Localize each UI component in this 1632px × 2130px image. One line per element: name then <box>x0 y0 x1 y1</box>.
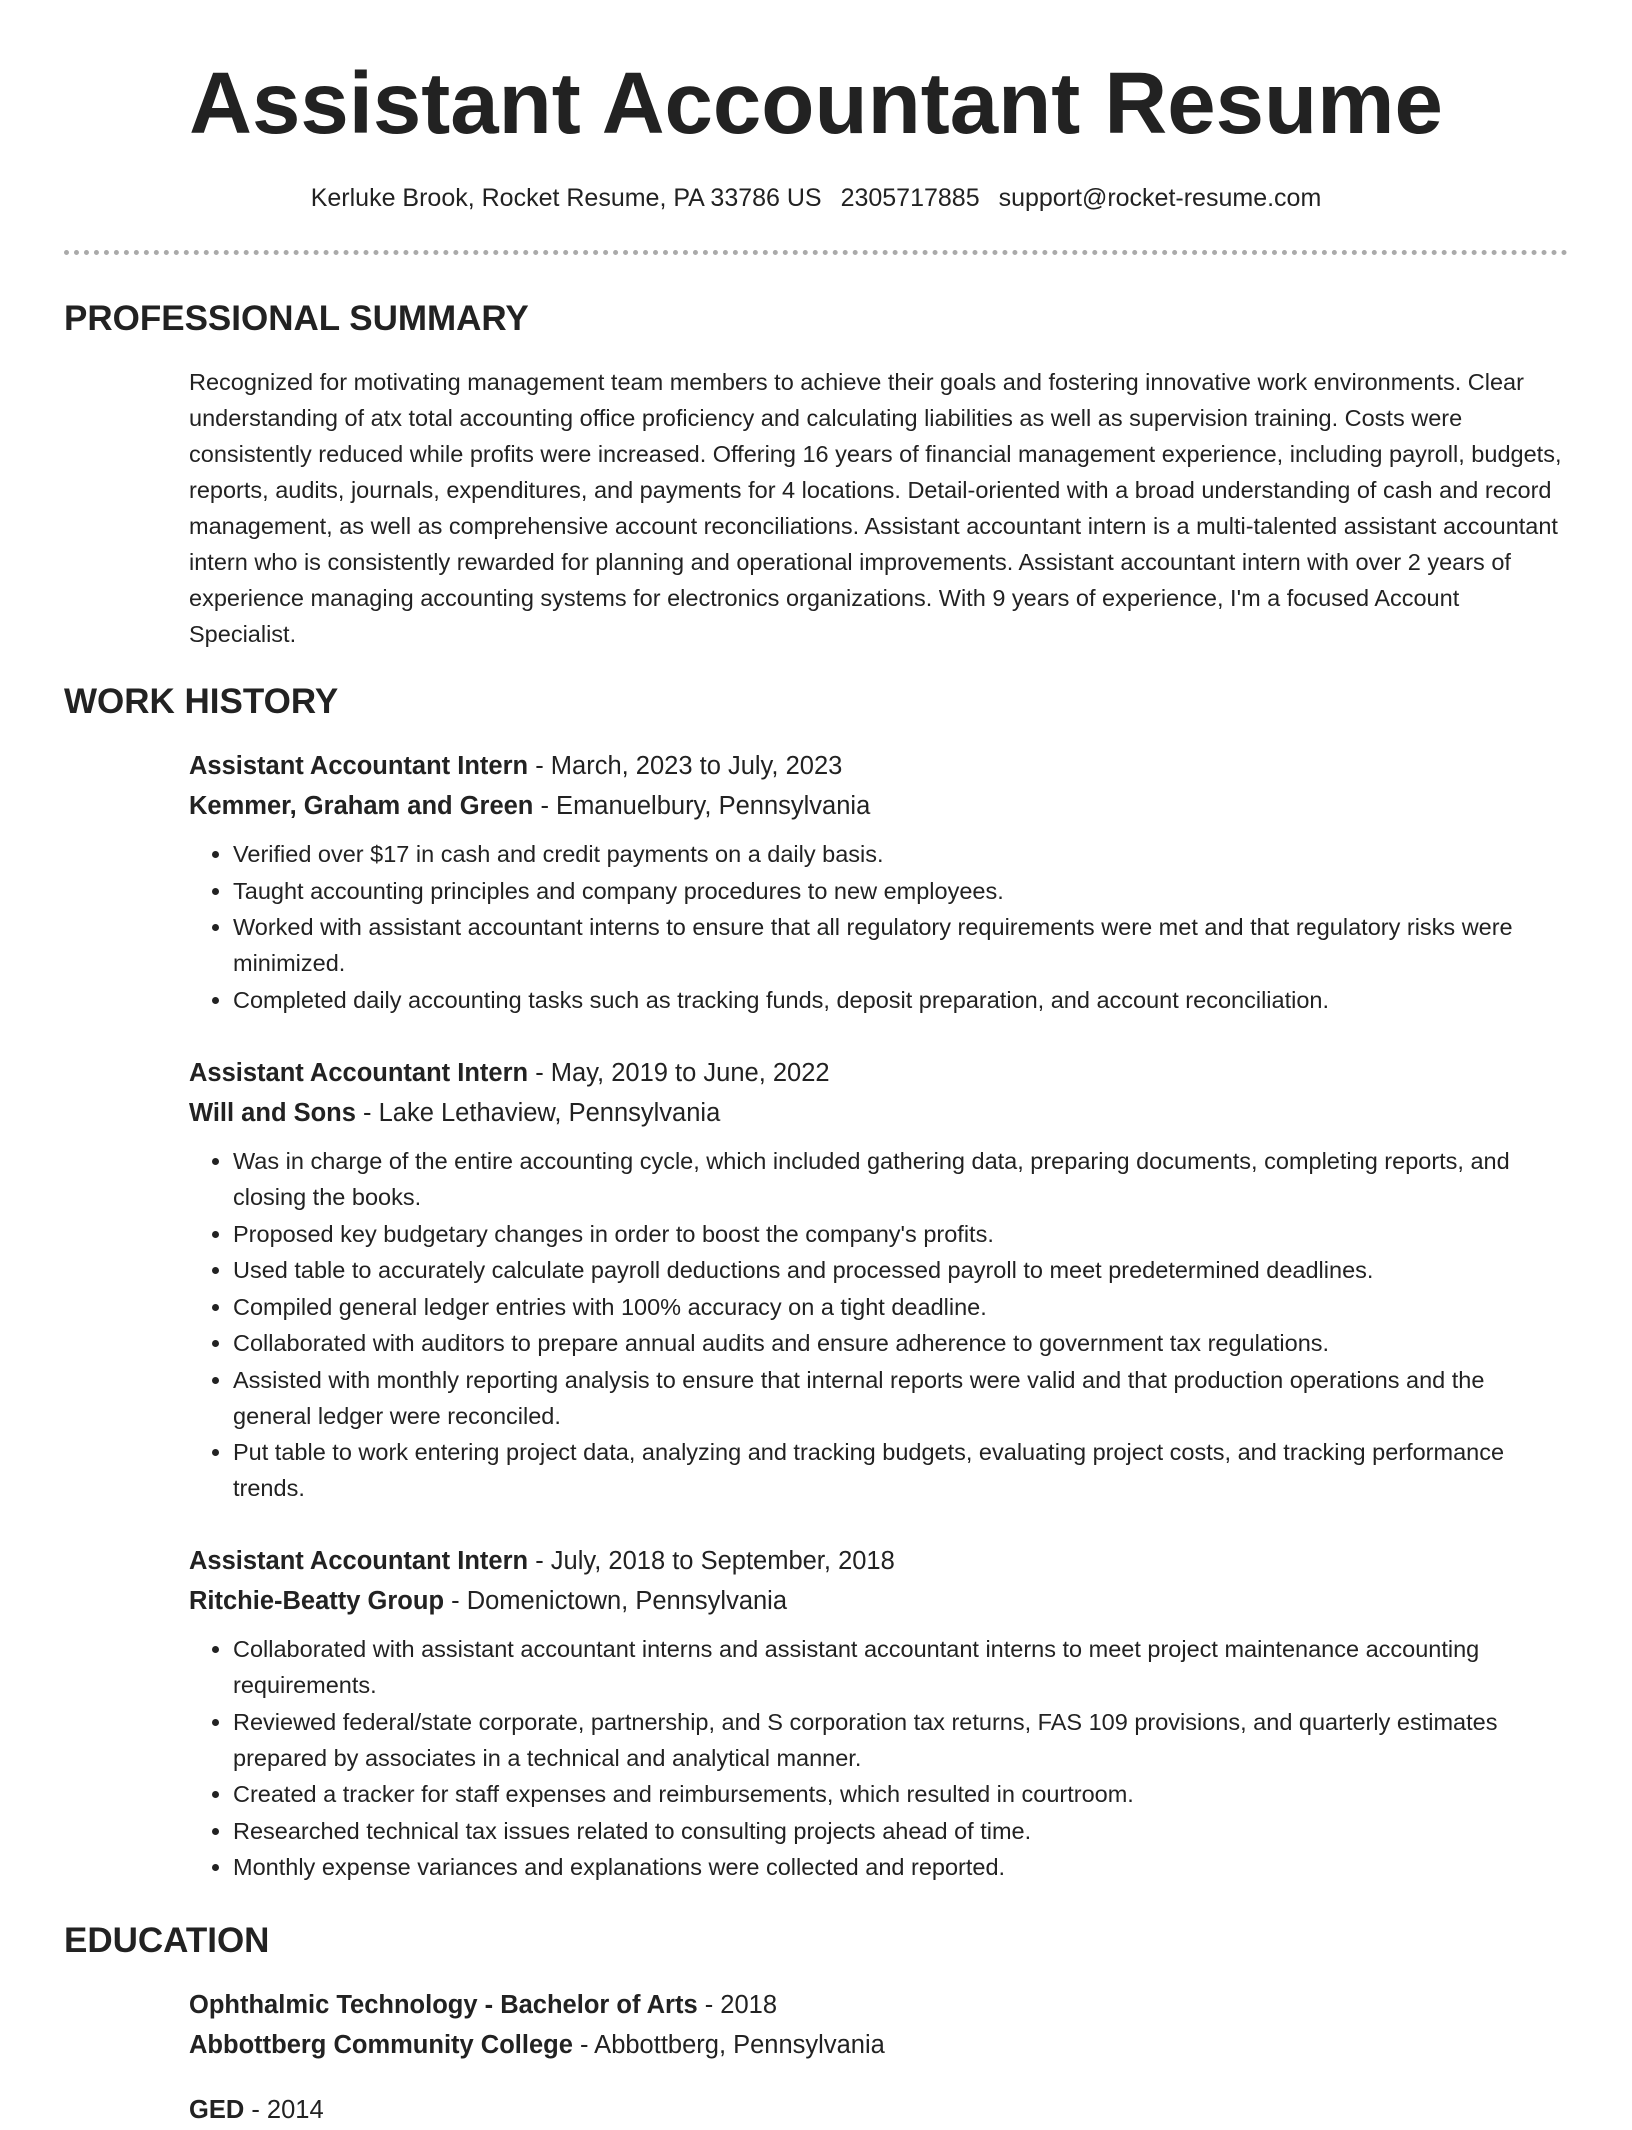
job-bullet: • Created a tracker for staff expenses and reimbursements, which resulted in courtroom. <box>233 1776 1569 1812</box>
contact-phone: 2305717885 <box>840 184 980 212</box>
job-entry <box>189 746 1569 1018</box>
education-degree-line <box>189 2090 1569 2130</box>
job-bullet: • Assisted with monthly reporting analysis to ensure that internal reports were valid and that production operations and the general ledger were reconciled. <box>233 1362 1569 1434</box>
job-entry <box>189 1541 1569 1886</box>
job-bullet: • Monthly expense variances and explanations were collected and reported. <box>233 1849 1569 1885</box>
job-bullet: • Proposed key budgetary changes in order to boost the company's profits. <box>233 1216 1569 1252</box>
education-degree-line <box>189 1985 1569 2025</box>
job-bullet: • Compiled general ledger entries with 100% accuracy on a tight deadline. <box>233 1289 1569 1325</box>
job-company-line <box>189 1581 1569 1621</box>
education-entry <box>189 1985 1569 2065</box>
job-bullets <box>189 1143 1569 1506</box>
job-bullet: • Researched technical tax issues related to consulting projects ahead of time. <box>233 1813 1569 1849</box>
job-bullet: • Taught accounting principles and company procedures to new employees. <box>233 873 1569 909</box>
job-title-line <box>189 746 1569 786</box>
job-bullet: • Was in charge of the entire accounting cycle, which included gathering data, preparing documents, completing reports, and closing the books. <box>233 1143 1569 1215</box>
job-company: Kemmer, Graham and Green <box>189 792 534 820</box>
contact-email: support@rocket-resume.com <box>998 184 1322 212</box>
job-bullet: • Completed daily accounting tasks such as tracking funds, deposit preparation, and account reconciliation. <box>233 982 1569 1018</box>
job-dates: - May, 2019 to June, 2022 <box>535 1059 830 1087</box>
job-entry <box>189 1053 1569 1507</box>
summary-heading: PROFESSIONAL SUMMARY <box>64 299 529 338</box>
job-location: - Emanuelbury, Pennsylvania <box>540 792 871 820</box>
job-bullet: • Collaborated with auditors to prepare annual audits and ensure adherence to government tax regulations. <box>233 1325 1569 1361</box>
job-location: - Lake Lethaview, Pennsylvania <box>363 1099 721 1127</box>
education-entry <box>189 2090 1569 2130</box>
education-location: - Abbottberg, Pennsylvania <box>580 2031 885 2059</box>
job-title: Assistant Accountant Intern <box>189 1059 529 1087</box>
education-year: - 2018 <box>704 1991 778 2019</box>
page-title: Assistant Accountant Resume <box>189 55 1443 152</box>
summary-section <box>189 364 1569 652</box>
education-year: - 2014 <box>251 2096 324 2124</box>
header-divider <box>64 250 1568 255</box>
education-school: Abbottberg Community College <box>189 2031 573 2059</box>
job-company: Ritchie-Beatty Group <box>189 1587 445 1615</box>
job-bullet: • Put table to work entering project data, analyzing and tracking budgets, evaluating project costs, and tracking performance trends. <box>233 1434 1569 1506</box>
summary-text: Recognized for motivating management team members to achieve their goals and fostering innovative work environments. Clear understanding of atx total accounting office proficiency and calculating liabilities as well as supervision training. Costs were consistently reduced while profits were increased. Offering 16 years of financial management experience, including payroll, budgets, reports, audits, journals, expenditures, and payments for 4 locations. Detail-oriented with a broad understanding of cash and record management, as well as comprehensive account reconciliations. Assistant accountant intern is a multi-talented assistant accountant intern who is consistently rewarded for planning and operational improvements. Assistant accountant intern with over 2 years of experience managing accounting systems for electronics organizations. With 9 years of experience, I'm a focused Account Specialist. <box>189 369 1562 647</box>
job-title-line <box>189 1053 1569 1093</box>
job-bullet: • Worked with assistant accountant interns to ensure that all regulatory requirements were met and that regulatory risks were minimized. <box>233 909 1569 981</box>
work-history-heading: WORK HISTORY <box>64 682 339 721</box>
job-bullets <box>189 1631 1569 1885</box>
job-company-line <box>189 1093 1569 1133</box>
job-bullet: • Reviewed federal/state corporate, partnership, and S corporation tax returns, FAS 109 provisions, and quarterly estimates prepared by associates in a technical and analytical manner. <box>233 1704 1569 1776</box>
job-company-line <box>189 786 1569 826</box>
job-title: Assistant Accountant Intern <box>189 1547 529 1575</box>
job-bullet: • Verified over $17 in cash and credit payments on a daily basis. <box>233 836 1569 872</box>
job-location: - Domenictown, Pennsylvania <box>451 1587 788 1615</box>
education-school-line <box>189 2025 1569 2065</box>
job-title-line <box>189 1541 1569 1581</box>
job-dates: - July, 2018 to September, 2018 <box>535 1547 895 1575</box>
job-title: Assistant Accountant Intern <box>189 752 529 780</box>
contact-address: Kerluke Brook, Rocket Resume, PA 33786 US <box>310 184 822 212</box>
contact-line <box>0 181 1632 215</box>
education-heading: EDUCATION <box>64 1921 270 1960</box>
job-bullets <box>189 836 1569 1018</box>
education-degree: Ophthalmic Technology - Bachelor of Arts <box>189 1991 698 2019</box>
job-bullet: • Used table to accurately calculate payroll deductions and processed payroll to meet predetermined deadlines. <box>233 1252 1569 1288</box>
job-company: Will and Sons <box>189 1099 356 1127</box>
job-dates: - March, 2023 to July, 2023 <box>535 752 843 780</box>
education-degree: GED <box>189 2096 245 2124</box>
job-bullet: • Collaborated with assistant accountant interns and assistant accountant interns to meet project maintenance accounting requirements. <box>233 1631 1569 1703</box>
